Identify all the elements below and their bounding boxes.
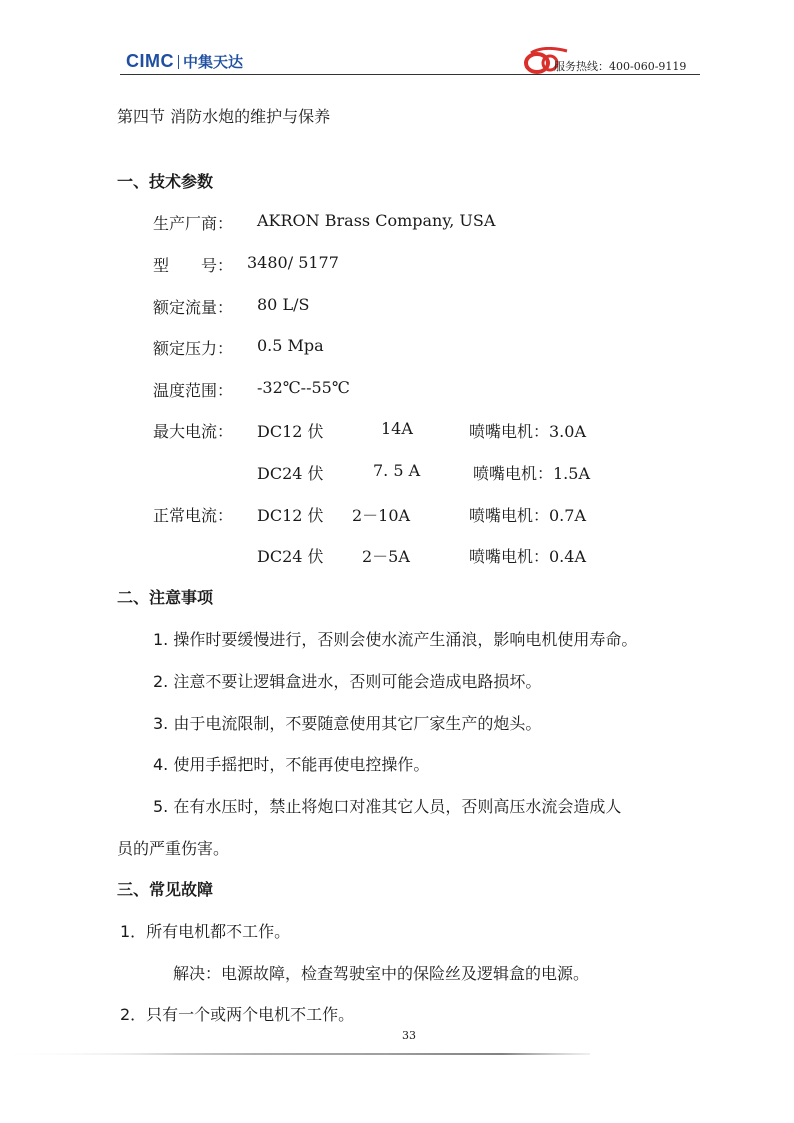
note-item-3: 3. 由于电流限制，不要随意使用其它厂家生产的炮头。	[153, 714, 542, 733]
fault-item-2: 2．只有一个或两个电机不工作。	[120, 1005, 355, 1024]
label-flow: 额定流量：	[153, 298, 234, 317]
max-row-1-volt: DC12 伏	[257, 422, 324, 441]
section-title: 第四节 消防水炮的维护与保养	[117, 107, 331, 126]
normal-row-1-amp: 2－10A	[352, 506, 411, 525]
page-number: 33	[402, 1029, 416, 1042]
header-rule	[120, 74, 700, 75]
label-temperature: 温度范围：	[153, 381, 234, 400]
note-item-1: 1. 操作时要缓慢进行，否则会使水流产生涌浪，影响电机使用寿命。	[153, 630, 638, 649]
normal-row-1-volt: DC12 伏	[257, 506, 324, 525]
normal-row-2-volt: DC24 伏	[257, 547, 324, 566]
label-model: 型 号：	[153, 256, 234, 275]
value-flow: 80 L/S	[257, 295, 310, 314]
fault-item-1: 1．所有电机都不工作。	[120, 922, 291, 941]
logo-en-text: CIMC	[126, 51, 174, 71]
footer-rule	[0, 1052, 590, 1056]
heading-tech-params: 一、技术参数	[117, 172, 214, 191]
normal-row-2-amp: 2－5A	[362, 547, 410, 566]
max-row-2-motor: 喷嘴电机：1.5A	[473, 464, 591, 483]
label-normal-current: 正常电流：	[153, 506, 234, 525]
max-row-1-motor: 喷嘴电机：3.0A	[469, 422, 587, 441]
label-max-current: 最大电流：	[153, 422, 234, 441]
note-item-4: 4. 使用手摇把时，不能再使电控操作。	[153, 755, 430, 774]
value-pressure: 0.5 Mpa	[257, 336, 324, 355]
service-hotline: 服务热线：400-060-9119	[554, 60, 687, 73]
heading-notes: 二、注意事项	[117, 588, 214, 607]
max-row-1-amp: 14A	[381, 419, 413, 438]
fault-item-1-solution: 解决：电源故障，检查驾驶室中的保险丝及逻辑盒的电源。	[173, 964, 590, 983]
heading-faults: 三、常见故障	[117, 880, 214, 899]
max-row-2-volt: DC24 伏	[257, 464, 324, 483]
value-temperature: -32℃--55℃	[257, 378, 350, 397]
label-pressure: 额定压力：	[153, 339, 234, 358]
logo-divider	[178, 55, 179, 69]
value-manufacturer: AKRON Brass Company, USA	[257, 211, 496, 230]
value-model: 3480/ 5177	[247, 253, 339, 272]
max-row-2-amp: 7. 5 A	[373, 461, 421, 480]
cimc-logo	[126, 51, 243, 72]
note-item-5: 5. 在有水压时，禁止将炮口对准其它人员，否则高压水流会造成人	[153, 797, 622, 816]
normal-row-2-motor: 喷嘴电机：0.4A	[469, 547, 587, 566]
label-manufacturer: 生产厂商：	[153, 214, 234, 233]
note-item-5-continued: 员的严重伤害。	[117, 839, 230, 858]
logo-cn-text: 中集天达	[183, 53, 244, 71]
note-item-2: 2. 注意不要让逻辑盒进水，否则可能会造成电路损坏。	[153, 672, 542, 691]
normal-row-1-motor: 喷嘴电机：0.7A	[469, 506, 587, 525]
